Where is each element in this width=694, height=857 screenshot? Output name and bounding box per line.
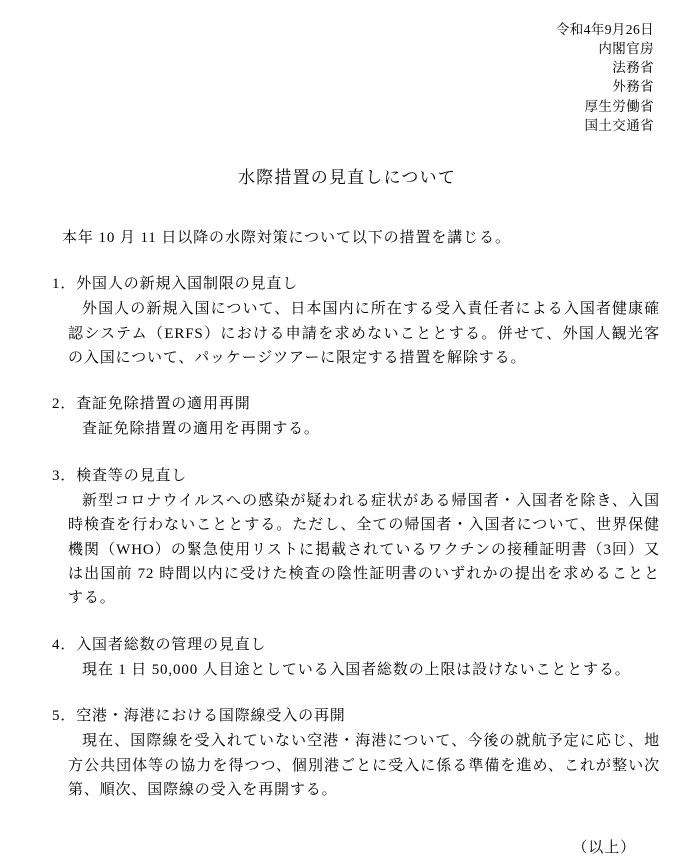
issuer-cabinet-secretariat: 内閣官房: [598, 41, 654, 57]
section-item-4: [34, 633, 660, 683]
document-header: [34, 20, 654, 135]
issuer-ministry-of-foreign-affairs: 外務省: [612, 79, 654, 95]
section-item-5: [34, 704, 660, 802]
section-item-1-heading: 1．外国人の新規入国制限の見直し: [52, 275, 299, 292]
section-item-1: [34, 272, 660, 370]
section-item-1-body: 外国人の新規入国について、日本国内に所在する受入責任者による入国者健康確認システム（ERFS）における申請を求めないこととする。併せて、外国人観光客の入国について、パッケージツアーに限定する措置を解除する。: [68, 301, 660, 366]
section-item-3: [34, 464, 660, 611]
issue-date: 令和4年9月26日: [555, 22, 654, 37]
page-title: 水際措置の見直しについて: [237, 167, 457, 187]
section-item-3-heading: 3．検査等の見直し: [52, 467, 188, 484]
section-item-2-body: 査証免除措置の適用を再開する。: [82, 421, 320, 438]
issuer-ministry-of-land: 国土交通省: [584, 117, 654, 133]
lead-paragraph: 本年 10 月 11 日以降の水際対策について以下の措置を講じる。: [62, 229, 511, 246]
section-item-2: [34, 392, 660, 442]
issuer-ministry-of-health: 厚生労働省: [584, 98, 654, 114]
section-item-2-heading: 2．査証免除措置の適用再開: [52, 396, 251, 413]
section-item-5-heading: 5．空港・海港における国際線受入の再開: [52, 708, 346, 725]
section-item-5-body: 現在、国際線を受入れていない空港・海港について、今後の就航予定に応じ、地方公共団体等の協力を得つつ、個別港ごとに受入に係る準備を進め、これが整い次第、順次、国際線の受入を再開する。: [68, 733, 660, 798]
section-item-4-body: 現在 1 日 50,000 人目途としている入国者総数の上限は設けないこととする。: [82, 661, 631, 678]
issuer-ministry-of-justice: 法務省: [612, 60, 654, 76]
section-item-4-heading: 4．入国者総数の管理の見直し: [52, 636, 267, 653]
section-item-3-body: 新型コロナウイルスへの感染が疑われる症状がある帰国者・入国者を除き、入国時検査を行わないこととする。ただし、全ての帰国者・入国者について、世界保健機関（WHO）の緊急使用リストに掲載されているワクチンの接種証明書（3回）又は出国前 72 時間以内に受けた検査の陰性証明書のいずれかの提出を求めることとする。: [68, 493, 660, 607]
closing-note: （以上）: [572, 840, 636, 857]
